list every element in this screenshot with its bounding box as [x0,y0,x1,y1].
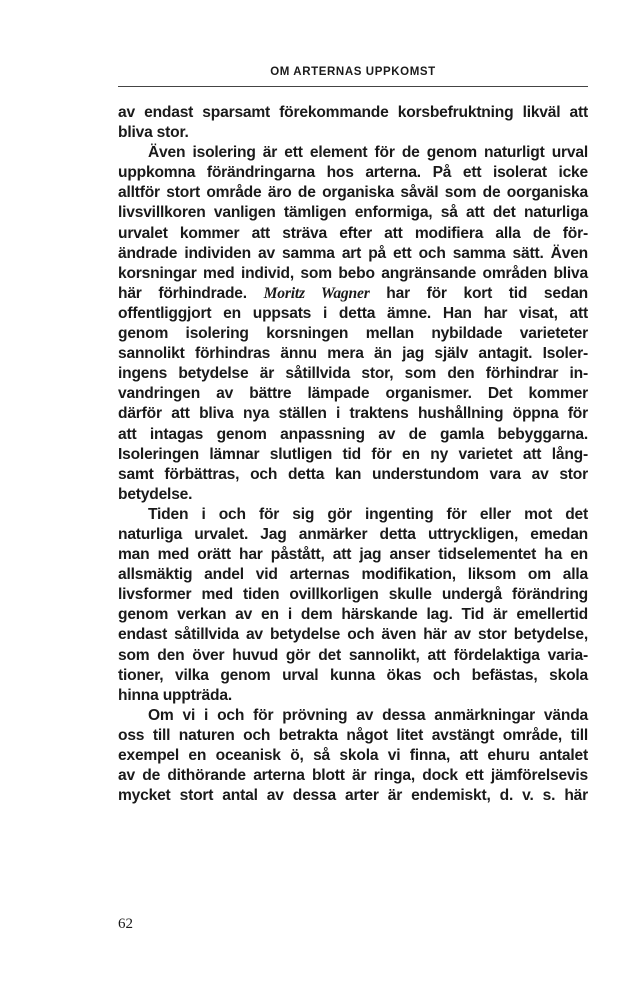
text-line [118,746,588,766]
text-segment: Även isolering är ett element för de genom naturligt urval [148,144,588,162]
text-line [118,686,588,706]
text-segment: livsformer med tiden ovillkorligen skulle undergå förändring [118,586,588,604]
text-line [118,364,588,384]
text-line [118,264,588,284]
page-number: 62 [118,916,133,932]
text-segment: samt förbättras, och detta kan understundom vara av stor [118,465,588,483]
text-line [118,445,588,465]
text-line [118,666,588,686]
header-rule [118,86,588,87]
text-line [118,103,588,123]
text-line [118,625,588,645]
text-segment: allsmäktig andel vid arternas modifikation, liksom om alla [118,566,588,584]
text-line [118,143,588,163]
text-segment: Tiden i och för sig gör ingenting för eller mot det [148,505,588,523]
text-line [118,304,588,324]
running-head: OM ARTERNAS UPPKOMST [270,66,436,78]
text-line [118,183,588,203]
text-segment: korsningar med individ, som bebo angränsande områden bliva [118,264,588,282]
text-segment: oss till naturen och betrakta något litet avstängt område, till [118,726,588,744]
text-segment: offentliggjort en uppsats i detta ämne. Han har visat, att [118,304,588,322]
text-segment: genom verkan av en i dem härskande lag. Tid är emellertid [118,606,588,624]
text-segment: vandringen av bättre lämpade organismer. Det kommer [118,385,588,403]
text-segment: sannolikt förhindras ännu mera än jag själv antagit. Isoler- [118,345,588,363]
text-segment: hinna uppträda. [118,686,232,704]
text-segment: exempel en oceanisk ö, så skola vi finna, att ehuru antalet [118,747,588,764]
text-line [118,203,588,223]
text-line [118,404,588,424]
text-line [118,485,588,505]
text-line [118,123,588,143]
text-line [118,224,588,244]
text-segment: här förhindrade. [118,284,264,302]
text-segment: livsvillkoren vanligen tämligen enformiga, så att det naturliga [118,204,588,222]
text-segment: urvalet kommer att sträva efter att modifiera alla de för- [118,224,588,242]
text-line [118,163,588,183]
text-segment: tioner, vilka genom urval kunna ökas och befästas, skola [118,666,588,684]
italic-name: Moritz Wagner [263,284,370,302]
text-line [118,786,588,806]
text-segment: ändrade individen av samma art på ett och samma sätt. Även [118,244,588,262]
text-line [118,766,588,786]
text-segment: ingens betydelse är såtillvida stor, som den förhindrar in- [118,365,588,383]
text-line [118,344,588,364]
body-text [118,103,588,806]
text-line [118,384,588,404]
text-segment: mycket stort antal av dessa arter är endemiskt, d. v. s. här [118,787,588,805]
text-line [118,605,588,625]
text-segment: av endast sparsamt förekommande korsbefruktning likväl att [118,104,588,121]
text-line [118,284,588,304]
text-line [118,244,588,264]
text-segment: att intagas genom anpassning av de gamla bebyggarna. [118,425,588,443]
text-line [118,465,588,485]
text-line [118,425,588,445]
text-line [118,726,588,746]
text-segment: Om vi i och för prövning av dessa anmärkningar vända [148,706,588,724]
text-line [118,545,588,565]
text-segment: alltför stort område äro de organiska såväl som de oorganiska [118,184,588,202]
text-segment: endast såtillvida av betydelse och även här av stor betydelse, [118,626,588,644]
text-segment: Isoleringen lämnar slutligen tid för en ny varietet att lång- [118,445,588,463]
text-segment: har för kort tid sedan [369,284,589,302]
text-line [118,525,588,545]
text-line [118,646,588,666]
text-segment: bliva stor. [118,124,189,142]
text-line [118,505,588,525]
text-segment: därför att bliva nya ställen i traktens hushållning öppna för [118,405,588,423]
text-segment: naturliga urvalet. Jag anmärker detta uttryckligen, emedan [118,525,588,543]
text-segment: genom isolering korsningen mellan nybildade varieteter [118,325,588,343]
text-line [118,324,588,344]
text-segment: man med orätt har påstått, att jag anser tidselementet ha en [118,546,588,564]
text-segment: av de dithörande arterna blott är ringa, dock ett jämförelsevis [118,767,588,785]
text-segment: betydelse. [118,485,193,503]
text-segment: uppkomna förändringarna hos arterna. På ett isolerat icke [118,164,588,182]
text-line [118,706,588,726]
text-line [118,565,588,585]
text-line [118,585,588,605]
text-segment: som den över huvud gör det sannolikt, att fördelaktiga varia- [118,646,588,664]
